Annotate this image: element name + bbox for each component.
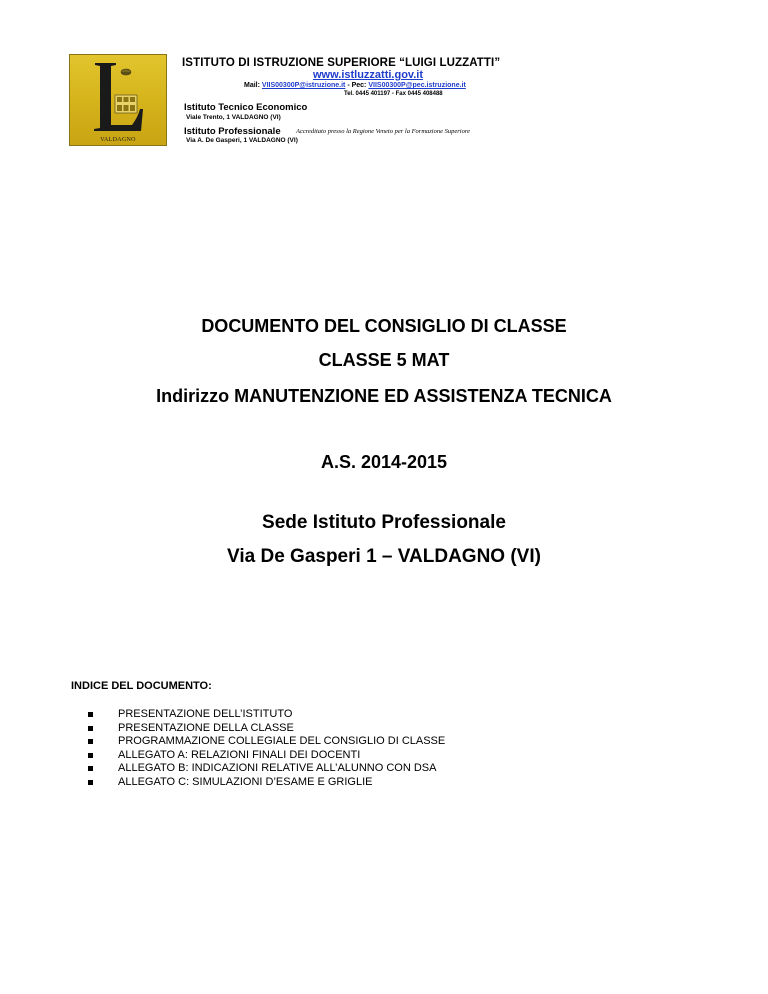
campus-name: Sede Istituto Professionale — [262, 512, 506, 533]
index-item-label: ALLEGATO B: INDICAZIONI RELATIVE ALL’ALUNNO CON DSA — [118, 762, 437, 775]
contacts-line — [244, 82, 466, 89]
bullet-icon — [88, 726, 93, 731]
tecnico-title: Istituto Tecnico Economico — [184, 102, 308, 113]
bullet-icon — [88, 739, 93, 744]
bullet-icon — [88, 766, 93, 771]
tecnico-address: Viale Trento, 1 VALDAGNO (VI) — [186, 114, 281, 121]
index-item-label: ALLEGATO A: RELAZIONI FINALI DEI DOCENTI — [118, 748, 361, 761]
index-item-label: PROGRAMMAZIONE COLLEGIALE DEL CONSIGLIO DI CLASSE — [118, 735, 446, 748]
mail-link[interactable]: VIIS00300P@istruzione.it — [261, 82, 346, 89]
logo-caption: VALDAGNO — [100, 137, 136, 143]
bullet-icon — [88, 753, 93, 758]
bullet-icon — [88, 712, 93, 717]
index-heading: INDICE DEL DOCUMENTO: — [71, 680, 212, 692]
index-list — [88, 708, 445, 790]
school-year: A.S. 2014-2015 — [320, 452, 448, 472]
accreditation-note: Accreditato presso la Regione Veneto per la Formazione Superiore — [296, 128, 471, 135]
class-name: CLASSE 5 MAT — [318, 350, 450, 370]
school-name: ISTITUTO DI ISTRUZIONE SUPERIORE “LUIGI LUZZATTI” — [182, 57, 501, 69]
pec-link[interactable]: VIIS00300P@pec.istruzione.it — [368, 82, 466, 89]
pec-label: - Pec: — [347, 82, 367, 89]
professionale-title: Istituto Professionale — [184, 126, 281, 137]
index-item-label: PRESENTAZIONE DELLA CLASSE — [118, 721, 294, 734]
index-item — [88, 762, 445, 776]
website-link[interactable]: www.istluzzatti.gov.it — [313, 69, 423, 81]
campus-address: Via De Gasperi 1 – VALDAGNO (VI) — [227, 546, 541, 567]
course-track: Indirizzo MANUTENZIONE ED ASSISTENZA TECNICA — [156, 386, 612, 406]
school-logo — [69, 54, 167, 146]
professionale-address: Via A. De Gasperi, 1 VALDAGNO (VI) — [186, 137, 298, 144]
school-logo-emblem-icon — [70, 55, 166, 145]
index-item — [88, 722, 445, 736]
index-item-label: ALLEGATO C: SIMULAZIONI D’ESAME E GRIGLIE — [118, 775, 373, 788]
index-item — [88, 735, 445, 749]
index-item — [88, 749, 445, 763]
phone-fax: Tel. 0445 401197 - Fax 0445 408488 — [344, 91, 443, 97]
bullet-icon — [88, 780, 93, 785]
document-title: DOCUMENTO DEL CONSIGLIO DI CLASSE — [201, 316, 567, 336]
index-item — [88, 776, 445, 790]
index-item — [88, 708, 445, 722]
mail-label: Mail: — [244, 82, 260, 89]
index-item-label: PRESENTAZIONE DELL’ISTITUTO — [118, 708, 293, 720]
